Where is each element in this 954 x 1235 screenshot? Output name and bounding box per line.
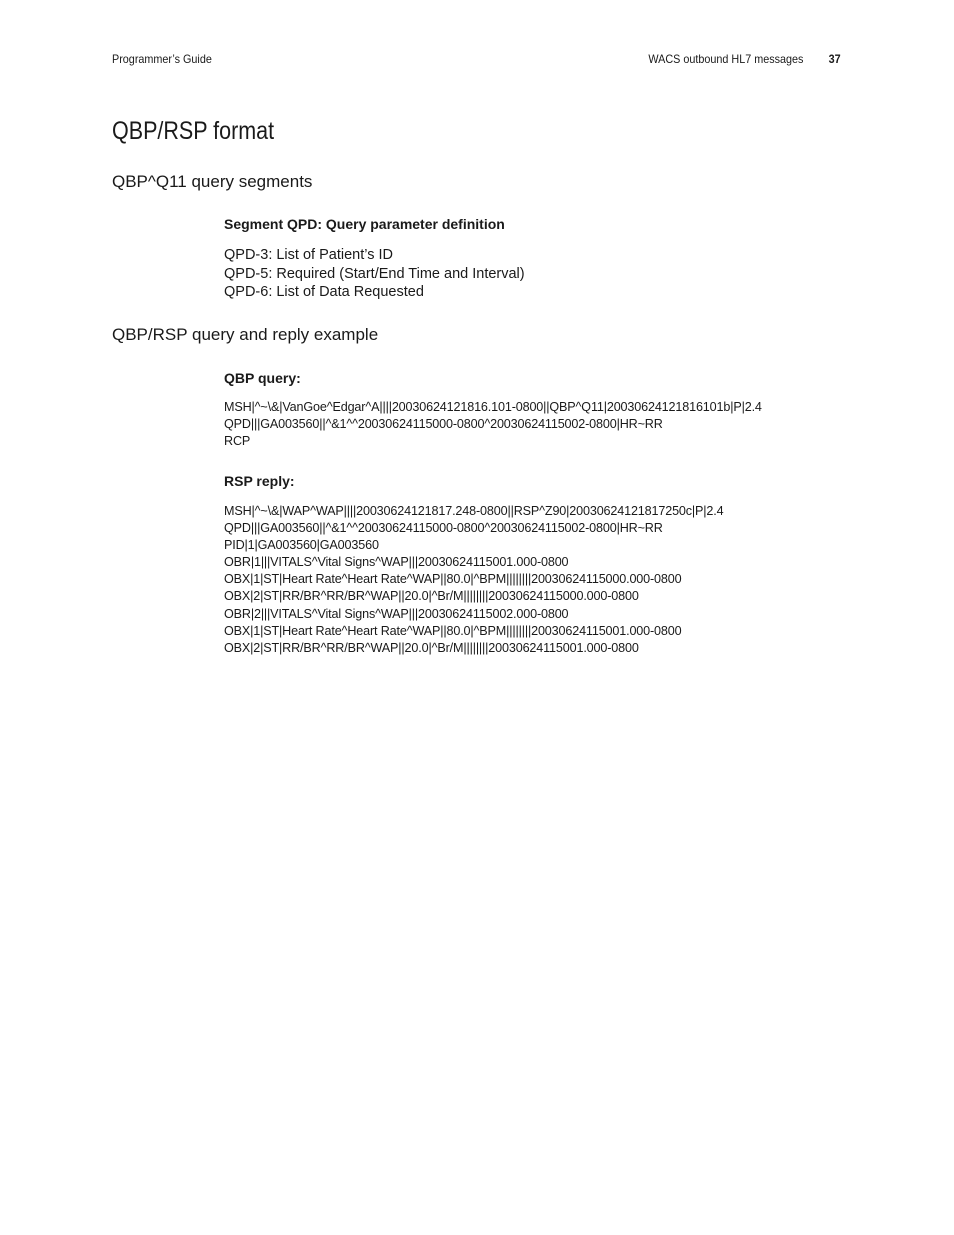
header-section-name: WACS outbound HL7 messages <box>648 52 804 66</box>
segment-qpd-heading: Segment QPD: Query parameter definition <box>224 216 505 232</box>
code-line: PID|1|GA003560|GA003560 <box>224 538 379 553</box>
code-line: RCP <box>224 434 251 449</box>
code-line: OBX|2|ST|RR/BR^RR/BR^WAP||20.0|^Br/M||||||||20030624115000.000-0800 <box>224 589 639 604</box>
page-title: QBP/RSP format <box>112 117 275 145</box>
rsp-reply-label: RSP reply: <box>224 473 295 489</box>
qpd-parameter-line: QPD-6: List of Data Requested <box>224 284 424 301</box>
code-line: OBX|2|ST|RR/BR^RR/BR^WAP||20.0|^Br/M||||||||20030624115001.000-0800 <box>224 640 639 655</box>
code-line: MSH|^~\&|VanGoe^Edgar^A||||20030624121816.101-0800||QBP^Q11|20030624121816101b|P|2.4 <box>224 400 762 414</box>
code-line: QPD|||GA003560||^&1^^20030624115000-0800^20030624115002-0800|HR~RR <box>224 521 663 536</box>
code-line: OBX|1|ST|Heart Rate^Heart Rate^WAP||80.0|^BPM||||||||20030624115001.000-0800 <box>224 623 682 638</box>
code-line: OBR|2|||VITALS^Vital Signs^WAP|||20030624115002.000-0800 <box>224 606 569 621</box>
qbp-query-label: QBP query: <box>224 370 301 386</box>
qpd-parameter-line: QPD-5: Required (Start/End Time and Interval) <box>224 265 525 282</box>
rsp-reply-code <box>224 503 724 657</box>
code-line: QPD|||GA003560||^&1^^20030624115000-0800^20030624115002-0800|HR~RR <box>224 417 663 432</box>
code-line: MSH|^~\&|WAP^WAP||||20030624121817.248-0800||RSP^Z90|20030624121817250c|P|2.4 <box>224 504 724 518</box>
running-header-right <box>649 52 841 66</box>
qpd-parameter-list <box>224 246 525 302</box>
qpd-parameter-line: QPD-3: List of Patient’s ID <box>224 247 393 263</box>
section-heading-example: QBP/RSP query and reply example <box>112 325 379 344</box>
qbp-query-code <box>224 399 762 450</box>
code-line: OBR|1|||VITALS^Vital Signs^WAP|||20030624115001.000-0800 <box>224 555 569 570</box>
code-line: OBX|1|ST|Heart Rate^Heart Rate^WAP||80.0|^BPM||||||||20030624115000.000-0800 <box>224 572 682 587</box>
running-header-left: Programmer’s Guide <box>112 52 212 66</box>
section-heading-query-segments: QBP^Q11 query segments <box>112 172 313 191</box>
page-number: 37 <box>828 52 841 66</box>
